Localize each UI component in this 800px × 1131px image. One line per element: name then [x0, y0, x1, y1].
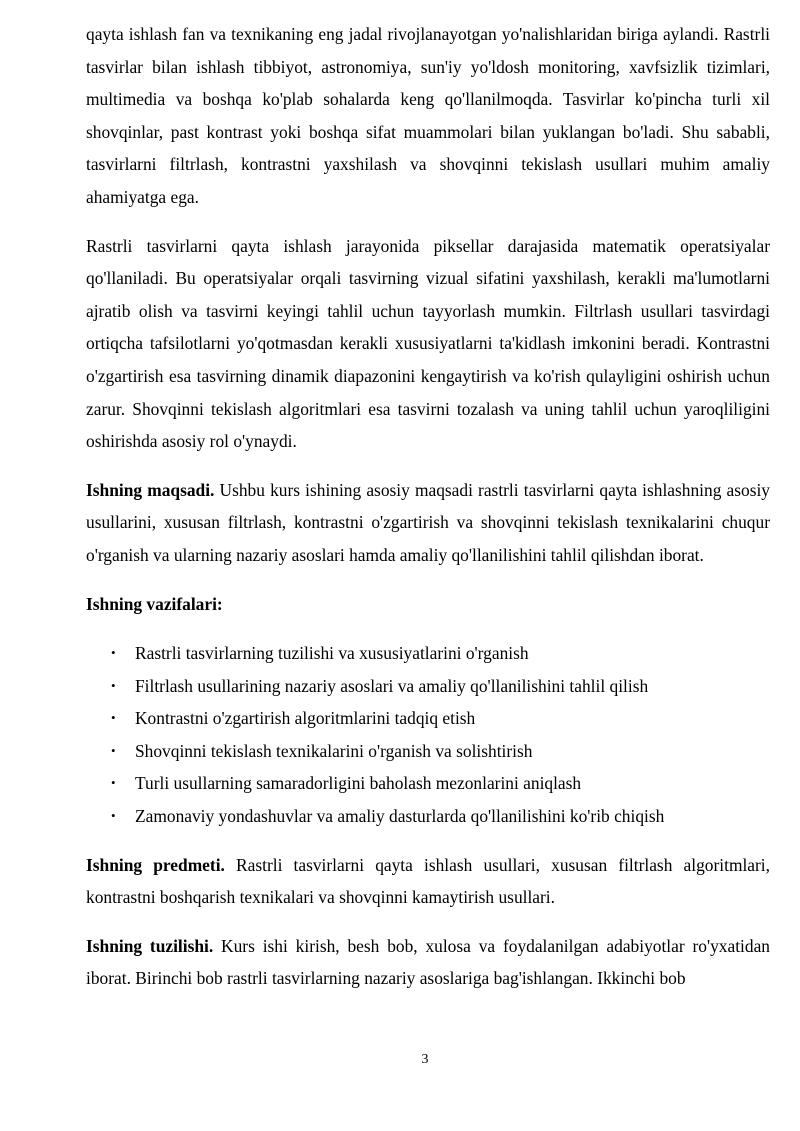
- list-item-text: Zamonaviy yondashuvlar va amaliy dasturlarda qo'llanilishini ko'rib chiqish: [135, 806, 665, 827]
- subject-text: Rastrli tasvirlarni qayta ishlash usullari, xususan filtrlash algoritmlari, kontrastni boshqarish texnikalari va shovqinni kamaytirish usullari.: [86, 854, 770, 908]
- bullet-icon: •: [111, 775, 116, 791]
- bullet-icon: •: [111, 710, 116, 726]
- list-item-text: Shovqinni tekislash texnikalarini o'rganish va solishtirish: [135, 740, 533, 761]
- list-item: [86, 767, 770, 800]
- list-item-text: Filtrlash usullarining nazariy asoslari va amaliy qo'llanilishini tahlil qilish: [135, 675, 649, 696]
- list-item: [86, 670, 770, 703]
- intro-paragraph-2: Rastrli tasvirlarni qayta ishlash jarayonida piksellar darajasida matematik operatsiyalar qo'llaniladi. Bu operatsiyalar orqali tasvirning vizual sifatini yaxshilash, kerakli ma'lumotlarni ajratib olish va tasvirni keyingi tahlil uchun tayyorlash mumkin. Filtrlash usullari tasvirdagi ortiqcha tafsilotlarni yo'qotmasdan kerakli xususiyatlarni ta'kidlash imkonini beradi. Kontrastni o'zgartirish esa tasvirning dinamik diapazonini kengaytirish va ko'rish qulayligini oshirish uchun zarur. Shovqinni tekislash algoritmlari esa tasvirni tozalash va uning tahlil uchun yaroqliligini oshirishda asosiy rol o'ynaydi.: [86, 235, 770, 452]
- list-item: [86, 702, 770, 735]
- list-item: [86, 735, 770, 768]
- bullet-icon: •: [111, 645, 116, 661]
- goal-label: Ishning maqsadi.: [86, 479, 215, 500]
- bullet-icon: •: [111, 742, 116, 758]
- structure-paragraph: [86, 930, 770, 995]
- page-number: 3: [421, 1052, 429, 1067]
- tasks-heading: Ishning vazifalari:: [86, 593, 223, 614]
- list-item-text: Rastrli tasvirlarning tuzilishi va xususiyatlarini o'rganish: [135, 643, 529, 664]
- bullet-icon: •: [111, 677, 116, 693]
- tasks-list: [86, 637, 770, 833]
- page-body: [86, 18, 770, 1011]
- goal-text: Ushbu kurs ishining asosiy maqsadi rastrli tasvirlarni qayta ishlashning asosiy usullarini, xususan filtrlash, kontrastni o'zgartirish va shovqinni tekislash texnikalarini chuqur o'rganish va ularning nazariy asoslari hamda amaliy qo'llanilishini tahlil qilishdan iborat.: [86, 479, 771, 565]
- list-item: [86, 637, 770, 670]
- list-item-text: Turli usullarning samaradorligini baholash mezonlarini aniqlash: [135, 773, 582, 794]
- goal-paragraph: [86, 474, 770, 572]
- subject-label: Ishning predmeti.: [86, 854, 225, 875]
- structure-label: Ishning tuzilishi.: [86, 935, 214, 956]
- bullet-icon: •: [111, 808, 116, 824]
- list-item: [86, 800, 770, 833]
- structure-text: Kurs ishi kirish, besh bob, xulosa va foydalanilgan adabiyotlar ro'yxatidan iborat. Birinchi bob rastrli tasvirlarning nazariy asoslariga bag'ishlangan. Ikkinchi bob: [86, 935, 770, 989]
- intro-paragraph-1: qayta ishlash fan va texnikaning eng jadal rivojlanayotgan yo'nalishlaridan biriga aylandi. Rastrli tasvirlar bilan ishlash tibbiyot, astronomiya, sun'iy yo'ldosh monitoring, xavfsizlik tizimlari, multimedia va boshqa ko'plab sohalarda keng qo'llanilmoqda. Tasvirlar ko'pincha turli xil shovqinlar, past kontrast yoki boshqa sifat muammolari bilan yuklangan bo'ladi. Shu sababli, tasvirlarni filtrlash, kontrastni yaxshilash va shovqinni tekislash usullari muhim amaliy ahamiyatga ega.: [86, 24, 770, 207]
- subject-paragraph: [86, 849, 770, 914]
- list-item-text: Kontrastni o'zgartirish algoritmlarini tadqiq etish: [135, 708, 476, 729]
